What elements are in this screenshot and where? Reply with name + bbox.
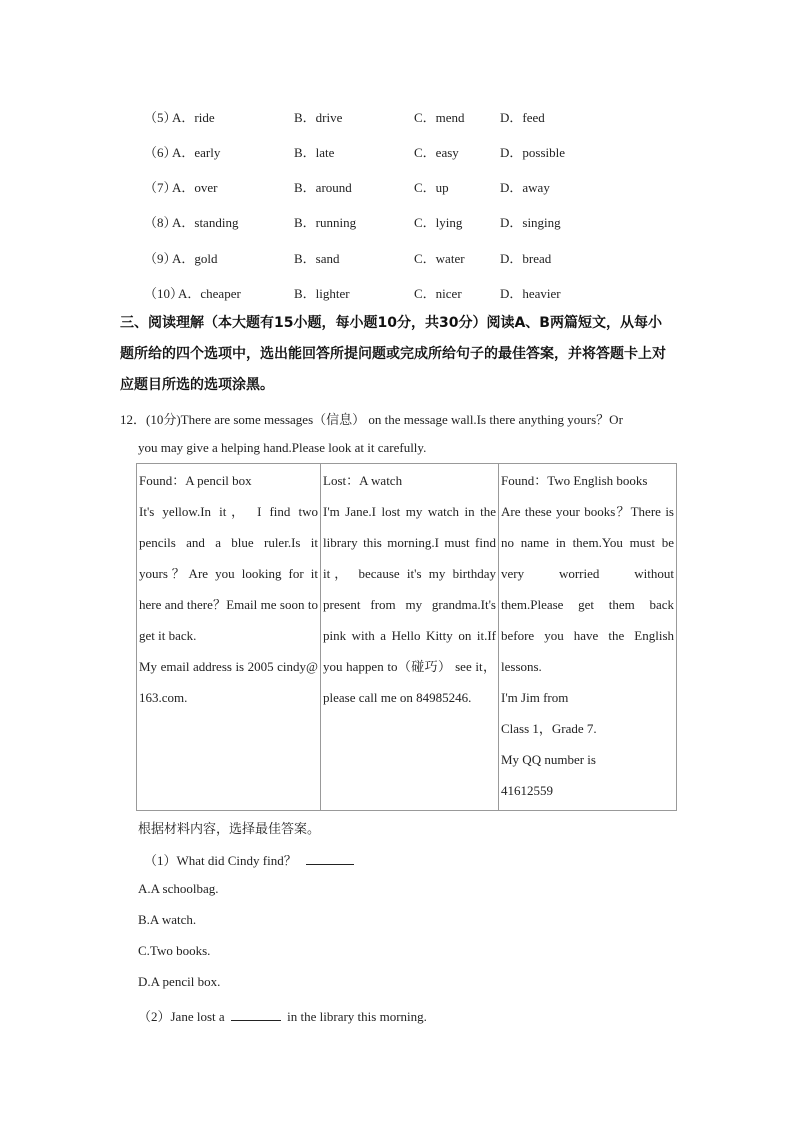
section-heading-line: 应题目所选的选项涂黑。 bbox=[120, 377, 274, 393]
option-c: C．up bbox=[414, 180, 449, 195]
option-a: A．ride bbox=[172, 110, 215, 125]
option-num: （6） bbox=[144, 145, 177, 160]
section-heading bbox=[120, 308, 680, 401]
subquestion-2 bbox=[138, 1006, 427, 1025]
message-cell-found-pencil-box bbox=[137, 464, 321, 811]
subquestion-2-pre: （2）Jane lost a bbox=[138, 1009, 225, 1024]
option-a: A．early bbox=[172, 145, 221, 160]
option-b: B．late bbox=[294, 145, 335, 160]
option-num: （8） bbox=[144, 215, 177, 230]
option-row-6 bbox=[0, 142, 794, 162]
subquestion-2-post: in the library this morning. bbox=[287, 1009, 427, 1024]
choice-b: B.A watch. bbox=[138, 912, 197, 927]
message-body: It's yellow.In it， I find two pencils and a blue ruler.Is it yours？Are you looking for it here and there？Email me soon to get it back. bbox=[139, 504, 318, 643]
option-a: A．gold bbox=[172, 251, 218, 266]
option-num: （5） bbox=[144, 110, 177, 125]
option-num: （7） bbox=[144, 180, 177, 195]
option-a: A．over bbox=[172, 180, 218, 195]
message-cell-lost-watch bbox=[321, 464, 499, 811]
choice-c: C.Two books. bbox=[138, 943, 211, 958]
choice-d: D.A pencil box. bbox=[138, 974, 221, 989]
option-c: C．water bbox=[414, 251, 465, 266]
question-12-line2: you may give a helping hand.Please look at it carefully. bbox=[138, 440, 427, 455]
option-c: C．lying bbox=[414, 215, 463, 230]
message-cell-found-books bbox=[499, 464, 677, 811]
subquestion-1-text: （1）What did Cindy find？ bbox=[144, 853, 297, 868]
instruction-text: 根据材料内容，选择最佳答案。 bbox=[138, 822, 321, 837]
option-b: B．around bbox=[294, 180, 352, 195]
message-heading: Found：A pencil box bbox=[139, 473, 252, 488]
message-contact: I'm Jim from Class 1，Grade 7. My QQ number is 41612559 bbox=[501, 690, 597, 798]
message-heading: Found：Two English books bbox=[501, 473, 648, 488]
message-wall-table bbox=[136, 463, 677, 811]
option-row-7 bbox=[0, 177, 794, 197]
option-b: B．running bbox=[294, 215, 357, 230]
message-heading: Lost：A watch bbox=[323, 473, 403, 488]
option-d: D．singing bbox=[500, 215, 561, 230]
option-d: D．away bbox=[500, 180, 550, 195]
option-c: C．mend bbox=[414, 110, 465, 125]
option-d: D．feed bbox=[500, 110, 545, 125]
option-b: B．sand bbox=[294, 251, 340, 266]
option-row-10 bbox=[0, 283, 794, 303]
message-email: My email address is 2005 cindy@163.com. bbox=[139, 659, 318, 705]
subquestion-1 bbox=[144, 850, 354, 869]
option-a: A．standing bbox=[172, 215, 239, 230]
section-heading-line: 三、阅读理解（本大题有15小题，每小题10分，共30分）阅读A、B两篇短文，从每小 bbox=[120, 315, 662, 331]
option-d: D．possible bbox=[500, 145, 566, 160]
message-body: I'm Jane.I lost my watch in the library this morning.I must find it， because it's my birthday present from my grandma.It's pink with a Hello Kitty on it.If you happen to（碰巧） see it，please call me on 84985246. bbox=[323, 504, 496, 705]
option-row-5 bbox=[0, 107, 794, 127]
answer-blank[interactable] bbox=[231, 1008, 281, 1021]
question-12-line1: 12．(10分)There are some messages（信息） on the message wall.Is there anything yours？Or bbox=[120, 412, 623, 427]
message-body: Are these your books？There is no name in them.You must be very worried without them.Please get them back before you have the English lessons. bbox=[501, 504, 674, 674]
choice-a: A.A schoolbag. bbox=[138, 881, 219, 896]
option-d: D．heavier bbox=[500, 286, 561, 301]
answer-blank[interactable] bbox=[306, 852, 354, 865]
section-heading-line: 题所给的四个选项中，选出能回答所提问题或完成所给句子的最佳答案，并将答题卡上对 bbox=[120, 346, 666, 362]
option-num: （10） bbox=[144, 286, 184, 301]
option-a: A．cheaper bbox=[178, 286, 241, 301]
option-b: B．drive bbox=[294, 110, 343, 125]
option-num: （9） bbox=[144, 251, 177, 266]
option-row-8 bbox=[0, 212, 794, 232]
option-d: D．bread bbox=[500, 251, 552, 266]
option-c: C．easy bbox=[414, 145, 459, 160]
option-b: B．lighter bbox=[294, 286, 350, 301]
option-row-9 bbox=[0, 248, 794, 268]
option-c: C．nicer bbox=[414, 286, 462, 301]
